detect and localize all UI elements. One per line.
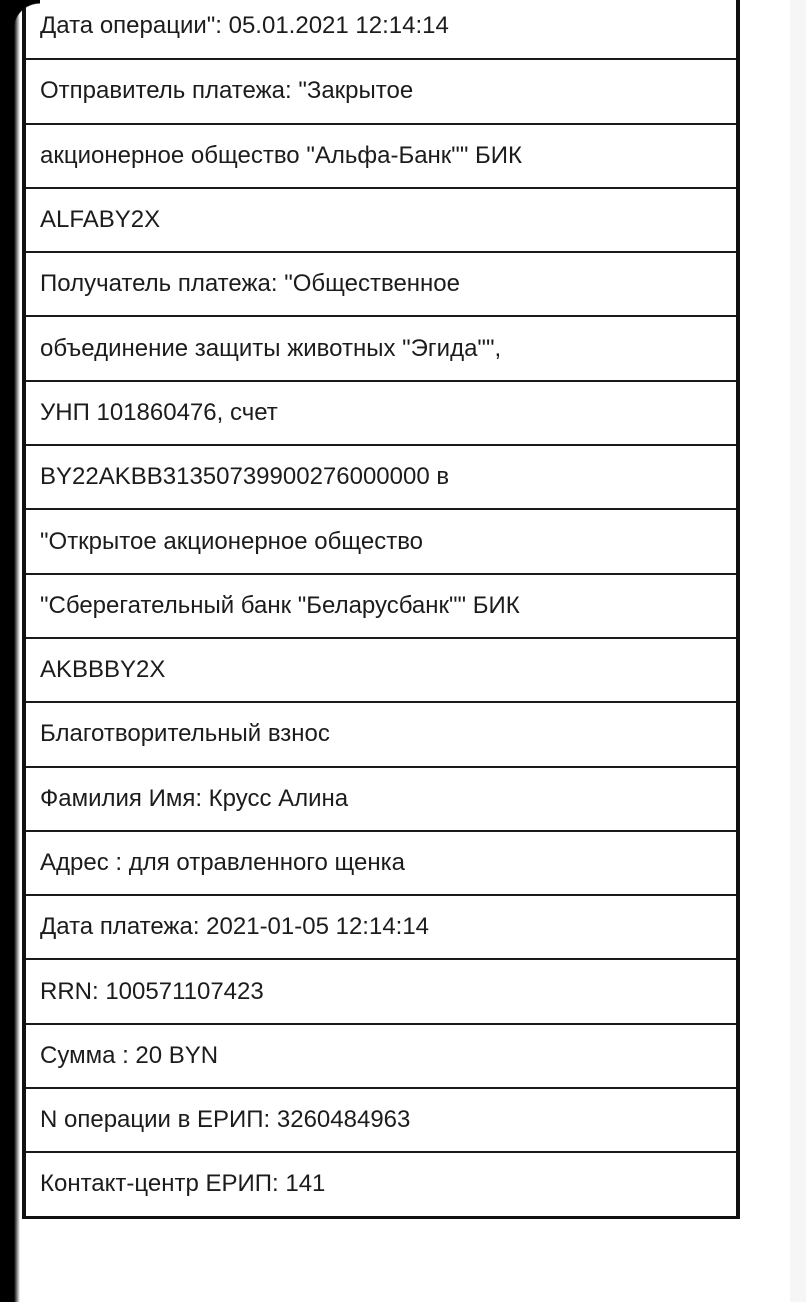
receipt-row-rrn: RRN: 100571107423 bbox=[26, 958, 736, 1022]
receipt-row-operation-date: Дата операции": 05.01.2021 12:14:14 bbox=[40, 12, 449, 40]
receipt-row-sender-cont: акционерное общество "Альфа-Банк"" БИК bbox=[26, 123, 736, 187]
screen-edge bbox=[0, 0, 20, 1302]
receipt-row-sender: Отправитель платежа: "Закрытое bbox=[26, 58, 736, 122]
receipt-row-bank: "Открытое акционерное общество bbox=[26, 508, 736, 572]
screen-corner bbox=[0, 0, 40, 30]
receipt-row-address: Адрес : для отравленного щенка bbox=[26, 830, 736, 894]
receipt-row-recipient: Получатель платежа: "Общественное bbox=[26, 251, 736, 315]
receipt-row-unp-account: УНП 101860476, счет bbox=[26, 380, 736, 444]
receipt-row-purpose: Благотворительный взнос bbox=[26, 701, 736, 765]
receipt-row-amount: Сумма : 20 BYN bbox=[26, 1023, 736, 1087]
receipt-row-erip-contact: Контакт-центр ЕРИП: 141 bbox=[26, 1151, 736, 1215]
payment-receipt bbox=[22, 0, 740, 1219]
receipt-row-payer-name: Фамилия Имя: Крусс Алина bbox=[26, 766, 736, 830]
receipt-row-recipient-cont: объединение защиты животных "Эгида"", bbox=[26, 315, 736, 379]
receipt-row-erip-operation: N операции в ЕРИП: 3260484963 bbox=[26, 1087, 736, 1151]
receipt-row-iban: BY22AKBB31350739900276000000 в bbox=[26, 444, 736, 508]
receipt-row-payment-date: Дата платежа: 2021-01-05 12:14:14 bbox=[26, 894, 736, 958]
receipt-row-bank-bic: AKBBBY2X bbox=[26, 637, 736, 701]
receipt-row-bank-cont: "Сберегательный банк "Беларусбанк"" БИК bbox=[26, 573, 736, 637]
receipt-row-sender-bic: ALFABY2X bbox=[26, 187, 736, 251]
page-edge bbox=[790, 0, 806, 1302]
